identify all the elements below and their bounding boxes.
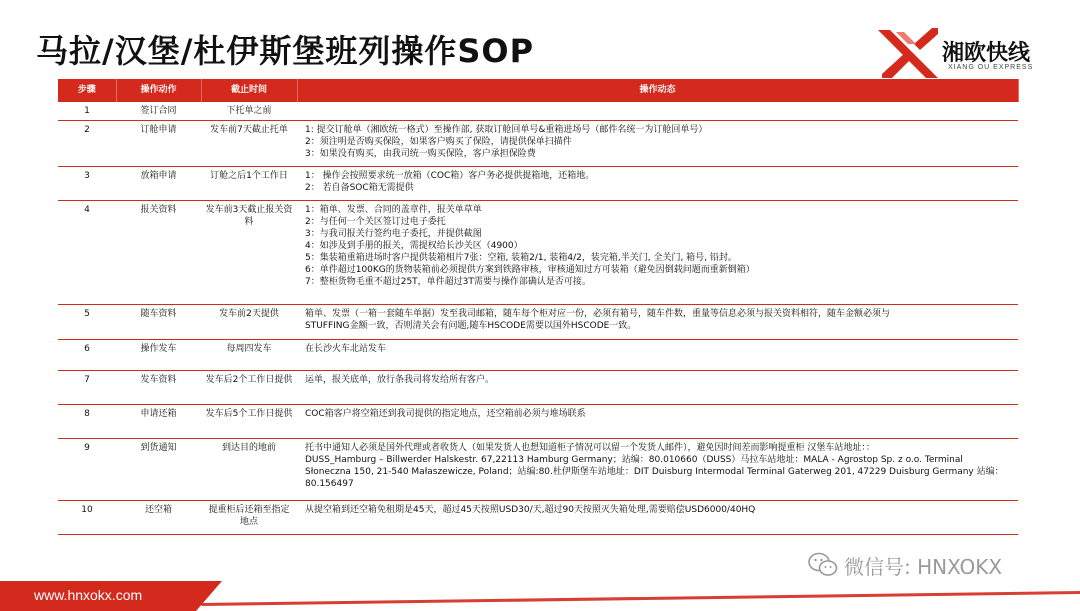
step-cell: 5 bbox=[58, 304, 116, 339]
table-row bbox=[58, 370, 1018, 404]
detail-line: COC箱客户将空箱还到我司提供的指定地点，还空箱前必须与堆场联系 bbox=[305, 408, 586, 419]
header-detail: 操作动态 bbox=[297, 79, 1018, 101]
deadline-cell: 发车后2个工作日提供 bbox=[201, 370, 297, 404]
detail-line: 在长沙火车北站发车 bbox=[305, 343, 387, 354]
detail-line: STUFFING金额一致，否则清关会有问题,随车HSCODE需要以国外HSCODE一致。 bbox=[305, 320, 637, 331]
deadline-cell: 每周四发车 bbox=[201, 339, 297, 370]
table-row bbox=[58, 166, 1018, 200]
deadline-cell: 发车前7天截止托单 bbox=[201, 120, 297, 166]
table-header-row bbox=[58, 79, 1018, 101]
action-cell: 发车资料 bbox=[116, 370, 201, 404]
action-cell: 操作发车 bbox=[116, 339, 201, 370]
detail-line: 5：集装箱重箱进场时客户提供装箱相片7张：空箱, 装箱2/1, 装箱4/2，装完箱,半关门, 全关门, 箱号, 铅封。 bbox=[305, 252, 737, 263]
table-row bbox=[58, 500, 1018, 534]
detail-cell bbox=[297, 120, 1018, 166]
page-title: 马拉/汉堡/杜伊斯堡班列操作SOP bbox=[36, 32, 535, 70]
detail-cell bbox=[297, 304, 1018, 339]
step-cell: 2 bbox=[58, 120, 116, 166]
detail-line: 1: 提交订舱单（湘欧统一格式）至操作部, 获取订舱回单号&重箱进场号（邮件名统一为订舱回单号） bbox=[305, 124, 708, 135]
detail-line: 7：整柜货物毛重不超过25T，单件超过3T需要与操作部确认是否可接。 bbox=[305, 276, 591, 287]
detail-line: Słoneczna 150, 21-540 Małaszewicze, Poland；站编:80.杜伊斯堡车站地址：DIT Duisburg Intermodal Terminal Gaterweg 201, 47229 Duisburg Germany 站编： bbox=[305, 466, 1004, 477]
table-row bbox=[58, 200, 1018, 304]
detail-line: 80.156497 bbox=[305, 478, 354, 489]
detail-line: 3：与我司报关行签约电子委托，并提供截图 bbox=[305, 228, 482, 239]
website-url[interactable]: www.hnxokx.com bbox=[34, 587, 143, 603]
footer-band-shape bbox=[0, 581, 1080, 611]
table-row bbox=[58, 120, 1018, 166]
detail-line: 4：如涉及到手册的报关，需提权给长沙关区（4900） bbox=[305, 240, 523, 251]
wechat-watermark bbox=[808, 550, 1002, 580]
table-row bbox=[58, 339, 1018, 370]
detail-line: 箱单、发票（一箱一套随车单据）发至我司邮箱，随车每个柜对应一份，必须有箱号，随车件数，重量等信息必须与报关资料相符，随车金额必须与 bbox=[305, 308, 891, 319]
step-cell: 6 bbox=[58, 339, 116, 370]
deadline-cell: 订舱之后1个工作日 bbox=[201, 166, 297, 200]
footer-bar bbox=[0, 581, 1080, 611]
table-row bbox=[58, 101, 1018, 120]
table-row bbox=[58, 304, 1018, 339]
detail-cell bbox=[297, 438, 1018, 500]
step-cell: 3 bbox=[58, 166, 116, 200]
header-deadline: 截止时间 bbox=[201, 79, 297, 101]
step-cell: 10 bbox=[58, 500, 116, 534]
detail-line: DUSS_Hamburg – Billwerder Halskestr. 67,22113 Hamburg Germany；站编：80.010660（DUSS）马拉车站地址：MALA - Agrostop Sp. z o.o. Terminal bbox=[305, 454, 963, 465]
action-cell: 签订合同 bbox=[116, 101, 201, 120]
step-cell: 7 bbox=[58, 370, 116, 404]
deadline-cell: 发车前2天提供 bbox=[201, 304, 297, 339]
table-row bbox=[58, 404, 1018, 438]
step-cell: 8 bbox=[58, 404, 116, 438]
detail-cell bbox=[297, 500, 1018, 534]
logo-name: 湘欧快线 bbox=[942, 41, 1031, 66]
detail-cell bbox=[297, 404, 1018, 438]
detail-line: 运单，报关底单，放行条我司将发给所有客户。 bbox=[305, 374, 495, 385]
sop-table bbox=[58, 79, 1019, 535]
detail-line: 2：与任何一个关区签订过电子委托 bbox=[305, 216, 446, 227]
detail-cell bbox=[297, 370, 1018, 404]
detail-line: 3：如果没有购买，由我司统一购买保险，客户承担保险费 bbox=[305, 148, 536, 159]
detail-line: 托书中通知人必须是国外代理或者收货人（如果发货人也想知道柜子情况可以留一个发货人邮件），避免因时间差而影响提重柜 汉堡车站地址：： bbox=[305, 442, 875, 453]
detail-cell bbox=[297, 339, 1018, 370]
step-cell: 1 bbox=[58, 101, 116, 120]
header-step: 步骤 bbox=[58, 79, 116, 101]
step-cell: 9 bbox=[58, 438, 116, 500]
deadline-cell: 提重柜后还箱至指定地点 bbox=[201, 500, 297, 534]
detail-cell bbox=[297, 101, 1018, 120]
watermark-text: 微信号: HNXOKX bbox=[844, 554, 1003, 579]
deadline-cell: 发车前3天截止报关资料 bbox=[201, 200, 297, 304]
detail-line: 从提空箱到还空箱免租期是45天，超过45天按照USD30/天,超过90天按照灭失箱处理,需要赔偿USD6000/40HQ bbox=[305, 504, 756, 515]
detail-line: 2： 若自备SOC箱无需提供 bbox=[305, 182, 414, 193]
company-logo bbox=[876, 22, 1056, 82]
step-cell: 4 bbox=[58, 200, 116, 304]
action-cell: 放箱申请 bbox=[116, 166, 201, 200]
action-cell: 随车资料 bbox=[116, 304, 201, 339]
action-cell: 申请还箱 bbox=[116, 404, 201, 438]
deadline-cell: 到达目的地前 bbox=[201, 438, 297, 500]
action-cell: 还空箱 bbox=[116, 500, 201, 534]
action-cell: 报关资料 bbox=[116, 200, 201, 304]
detail-line: 2：须注明是否购买保险，如果客户购买了保险，请提供保单扫描件 bbox=[305, 136, 572, 147]
deadline-cell: 下托单之前 bbox=[201, 101, 297, 120]
action-cell: 到货通知 bbox=[116, 438, 201, 500]
detail-line: 1：箱单、发票、合同的盖章件，报关单草单 bbox=[305, 204, 482, 215]
logo-subtitle: XIANG OU EXPRESS bbox=[948, 64, 1034, 71]
action-cell: 订舱申请 bbox=[116, 120, 201, 166]
detail-cell bbox=[297, 200, 1018, 304]
detail-line: 1： 操作会按照要求统一放箱（COC箱）客户务必提供提箱地，还箱地。 bbox=[305, 170, 595, 181]
table-row bbox=[58, 438, 1018, 500]
logo-mark-icon bbox=[876, 22, 940, 82]
detail-line: 6：单件超过100KG的货物装箱前必须提供方案到铁路审核，审核通知过方可装箱（避免因倒载问题而重新倒箱） bbox=[305, 264, 755, 275]
deadline-cell: 发车后5个工作日提供 bbox=[201, 404, 297, 438]
wechat-icon bbox=[808, 552, 838, 578]
header-action: 操作动作 bbox=[116, 79, 201, 101]
detail-cell bbox=[297, 166, 1018, 200]
